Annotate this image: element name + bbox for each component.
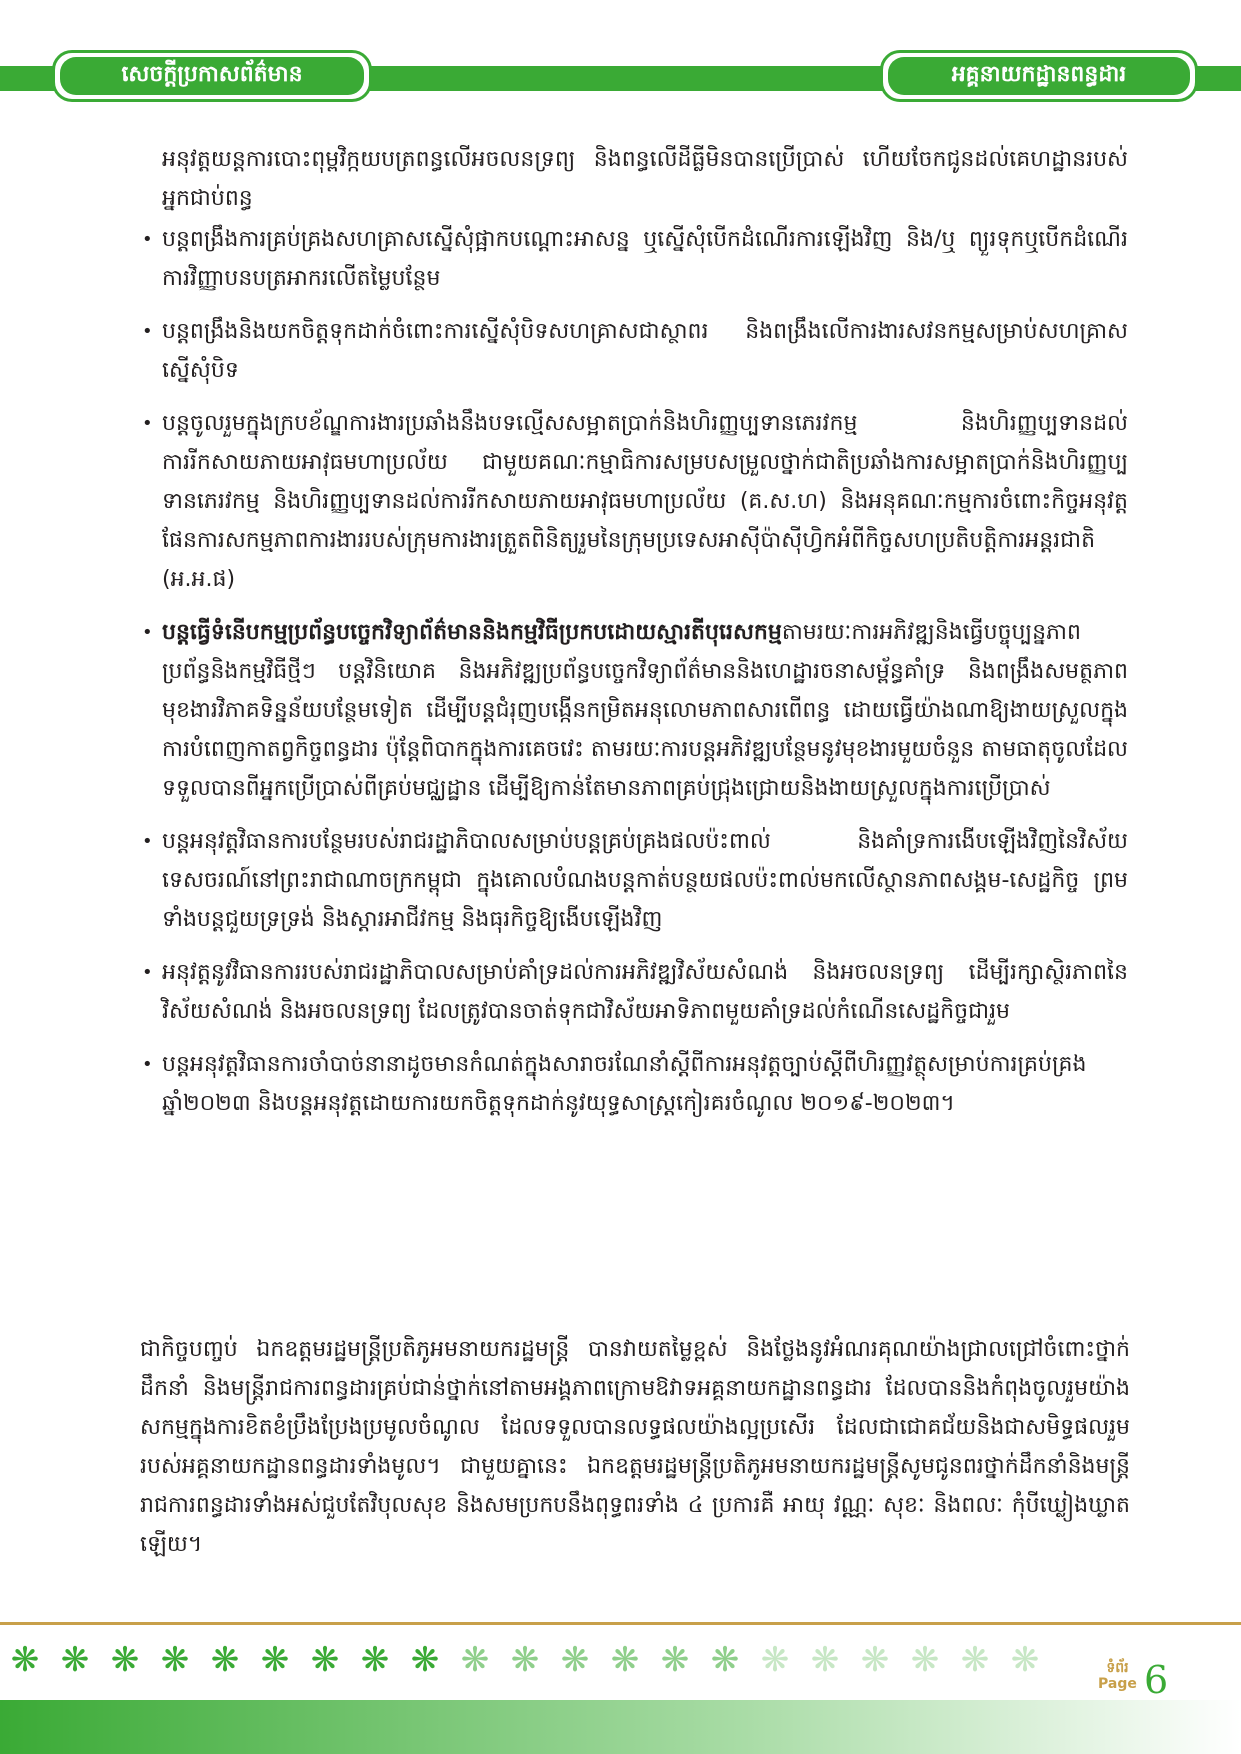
footer-rule bbox=[0, 1622, 1241, 1625]
list-item bbox=[162, 953, 1128, 1031]
list-item bbox=[162, 220, 1128, 298]
ornament-icon: ❋ bbox=[810, 1640, 840, 1680]
list-item bbox=[162, 822, 1128, 939]
continuation-paragraph: អនុវត្តយន្តការបោះពុម្ពវិក្កយបត្រពន្ធលើអចលនទ្រព្យ និងពន្ធលើដីធ្លីមិនបានប្រើប្រាស់ ហើយចែកជូនដល់គេហដ្ឋានរបស់អ្នកជាប់ពន្ធ bbox=[162, 147, 1128, 211]
header-left-title: សេចក្តីប្រកាសព័ត៌មាន bbox=[60, 57, 364, 95]
ornament-icon: ❋ bbox=[60, 1640, 90, 1680]
list-item bbox=[162, 404, 1128, 599]
list-item bbox=[162, 1045, 1128, 1123]
ornament-icon: ❋ bbox=[10, 1640, 40, 1680]
ornament-icon: ❋ bbox=[860, 1640, 890, 1680]
ornament-icon: ❋ bbox=[410, 1640, 440, 1680]
ornament-icon: ❋ bbox=[910, 1640, 940, 1680]
ornament-icon: ❋ bbox=[1010, 1640, 1040, 1680]
ornament-icon: ❋ bbox=[710, 1640, 740, 1680]
ornament-icon: ❋ bbox=[210, 1640, 240, 1680]
list-item-text: បន្តចូលរួមក្នុងក្របខ័ណ្ឌការងារប្រឆាំងនឹងបទល្មើសសម្អាតប្រាក់និងហិរញ្ញប្បទានភេរវកម្ម និងហិរញ្ញប្បទានដល់ការរីកសាយភាយអាវុធមហាប្រល័យ ជាមួយគណៈកម្មាធិការសម្របសម្រួលថ្នាក់ជាតិប្រឆាំងការសម្អាតប្រាក់និងហិរញ្ញប្បទានភេរវកម្ម និងហិរញ្ញប្បទានដល់ការរីកសាយភាយអាវុធមហាប្រល័យ (គ.ស.ហ) និងអនុគណៈកម្មការចំពោះកិច្ចអនុវត្តផែនការសកម្មភាពការងាររបស់ក្រុមការងារត្រួតពិនិត្យរួមនៃក្រុមប្រទេសអាស៊ីប៉ាស៊ីហ្វិកអំពីកិច្ចសហប្រតិបត្តិការអន្តរជាតិ (អ.អ.ផ) bbox=[162, 411, 1128, 592]
list-item bbox=[162, 312, 1128, 390]
ornament-icon: ❋ bbox=[160, 1640, 190, 1680]
ornament-icon: ❋ bbox=[510, 1640, 540, 1680]
header-right-tab bbox=[880, 50, 1198, 102]
ornament-icon: ❋ bbox=[760, 1640, 790, 1680]
list-item-text: បន្តអនុវត្តវិធានការចាំបាច់នានាដូចមានកំណត់ក្នុងសារាចរណែនាំស្តីពីការអនុវត្តច្បាប់ស្តីពីហិរញ្ញវត្ថុសម្រាប់ការគ្រប់គ្រងឆ្នាំ២០២៣ និងបន្តអនុវត្តដោយការយកចិត្តទុកដាក់នូវយុទ្ធសាស្ត្រកៀរគរចំណូល ២០១៩-២០២៣។ bbox=[162, 1052, 1087, 1116]
list-item bbox=[162, 613, 1128, 808]
list-item-text: បន្តអនុវត្តវិធានការបន្ថែមរបស់រាជរដ្ឋាភិបាលសម្រាប់បន្តគ្រប់គ្រងផលប៉ះពាល់ និងគាំទ្រការងើបឡើងវិញនៃវិស័យទេសចរណ៍នៅព្រះរាជាណាចក្រកម្ពុជា ក្នុងគោលបំណងបន្តកាត់បន្ថយផលប៉ះពាល់មកលើស្ថានភាពសង្គម-សេដ្ឋកិច្ច ព្រមទាំងបន្តជួយទ្រទ្រង់ និងស្តារអាជីវកម្ម និងធុរកិច្ចឱ្យងើបឡើងវិញ bbox=[162, 829, 1128, 932]
page-number: 6 bbox=[1144, 1658, 1169, 1702]
ornament-icon: ❋ bbox=[360, 1640, 390, 1680]
page-label bbox=[1098, 1660, 1137, 1692]
list-item-text: តាមរយៈការអភិវឌ្ឍនិងធ្វើបច្ចុប្បន្នភាពប្រព័ន្ធនិងកម្មវិធីថ្មីៗ បន្តវិនិយោគ និងអភិវឌ្ឍប្រព័ន្ធបច្ចេកវិទ្យាព័ត៌មាននិងហេដ្ឋារចនាសម្ព័ន្ធគាំទ្រ និងពង្រឹងសមត្ថភាពមុខងារវិភាគទិន្នន័យបន្ថែមទៀត ដើម្បីបន្តជំរុញបង្កើនកម្រិតអនុលោមភាពសារពើពន្ធ ដោយធ្វើយ៉ាងណាឱ្យងាយស្រួលក្នុងការបំពេញកាតព្វកិច្ចពន្ធដារ ប៉ុន្តែពិបាកក្នុងការគេចវេះ តាមរយៈការបន្តអភិវឌ្ឍបន្ថែមនូវមុខងារមួយចំនួន តាមធាតុចូលដែលទទួលបានពីអ្នកប្រើប្រាស់ពីគ្រប់មជ្ឈដ្ឋាន ដើម្បីឱ្យកាន់តែមានភាពគ្រប់ជ្រុងជ្រោយនិងងាយស្រួលក្នុងការប្រើប្រាស់ bbox=[162, 620, 1128, 801]
list-item-text: បន្តពង្រឹងនិងយកចិត្តទុកដាក់ចំពោះការស្នើសុំបិទសហគ្រាសជាស្ថាពរ និងពង្រឹងលើការងារសវនកម្មសម្រាប់សហគ្រាសស្នើសុំបិទ bbox=[162, 319, 1128, 383]
ornament-icon: ❋ bbox=[260, 1640, 290, 1680]
list-item-lead: បន្តធ្វើទំនើបកម្មប្រព័ន្ធបច្ចេកវិទ្យាព័ត៌មាននិងកម្មវិធីប្រកបដោយស្មារតីបុរេសកម្ម bbox=[162, 620, 782, 645]
header-right-title: អគ្គនាយកដ្ឋានពន្ធដារ bbox=[888, 57, 1190, 95]
ornament-icon: ❋ bbox=[960, 1640, 990, 1680]
list-item-text: បន្តពង្រឹងការគ្រប់គ្រងសហគ្រាសស្នើសុំផ្អាកបណ្តោះអាសន្ន ឬស្នើសុំបើកដំណើរការឡើងវិញ និង/ឬ ព្យួរទុកឬបើកដំណើរការវិញ្ញាបនបត្រអាករលើតម្លៃបន្ថែម bbox=[162, 227, 1128, 291]
footer-gradient-bar bbox=[0, 1700, 1241, 1754]
closing-paragraph: ជាកិច្ចបញ្ចប់ ឯកឧត្តមរដ្ឋមន្ត្រីប្រតិភូអមនាយករដ្ឋមន្ត្រី បានវាយតម្លៃខ្ពស់ និងថ្លែងនូវអំណរគុណយ៉ាងជ្រាលជ្រៅចំពោះថ្នាក់ដឹកនាំ និងមន្ត្រីរាជការពន្ធដារគ្រប់ជាន់ថ្នាក់នៅតាមអង្គភាពក្រោមឱវាទអគ្គនាយកដ្ឋានពន្ធដារ ដែលបាននិងកំពុងចូលរួមយ៉ាងសកម្មក្នុងការខិតខំប្រឹងប្រែងប្រមូលចំណូល ដែលទទួលបានលទ្ធផលយ៉ាងល្អប្រសើរ ដែលជាជោគជ័យនិងជាសមិទ្ធផលរួមរបស់អគ្គនាយកដ្ឋានពន្ធដារទាំងមូល។ ជាមួយគ្នានេះ ឯកឧត្តមរដ្ឋមន្ត្រីប្រតិភូអមនាយករដ្ឋមន្ត្រីសូមជូនពរថ្នាក់ដឹកនាំនិងមន្ត្រីរាជការពន្ធដារទាំងអស់ជួបតែវិបុលសុខ និងសមប្រកបនឹងពុទ្ធពរទាំង ៤ ប្រការគឺ អាយុ វណ្ណៈ សុខៈ និងពលៈ កុំបីឃ្លៀងឃ្លាតឡើយ។ bbox=[140, 1337, 1130, 1557]
list-item-text: អនុវត្តនូវវិធានការរបស់រាជរដ្ឋាភិបាលសម្រាប់គាំទ្រដល់ការអភិវឌ្ឍវិស័យសំណង់ និងអចលនទ្រព្យ ដើម្បីរក្សាស្ថិរភាពនៃវិស័យសំណង់ និងអចលនទ្រព្យ ដែលត្រូវបានចាត់ទុកជាវិស័យអាទិភាពមួយគាំទ្រដល់កំណើនសេដ្ឋកិច្ចជារួម bbox=[162, 960, 1128, 1024]
page-label-km: ទំព័រ bbox=[1106, 1660, 1129, 1676]
ornament-icon: ❋ bbox=[110, 1640, 140, 1680]
footer-ornament bbox=[0, 1640, 1080, 1690]
ornament-icon: ❋ bbox=[310, 1640, 340, 1680]
ornament-icon: ❋ bbox=[660, 1640, 690, 1680]
page-label-en: Page bbox=[1098, 1676, 1137, 1692]
header-left-tab bbox=[52, 50, 372, 102]
ornament-icon: ❋ bbox=[460, 1640, 490, 1680]
ornament-icon: ❋ bbox=[560, 1640, 590, 1680]
ornament-icon: ❋ bbox=[610, 1640, 640, 1680]
bullet-list bbox=[162, 220, 1128, 1137]
